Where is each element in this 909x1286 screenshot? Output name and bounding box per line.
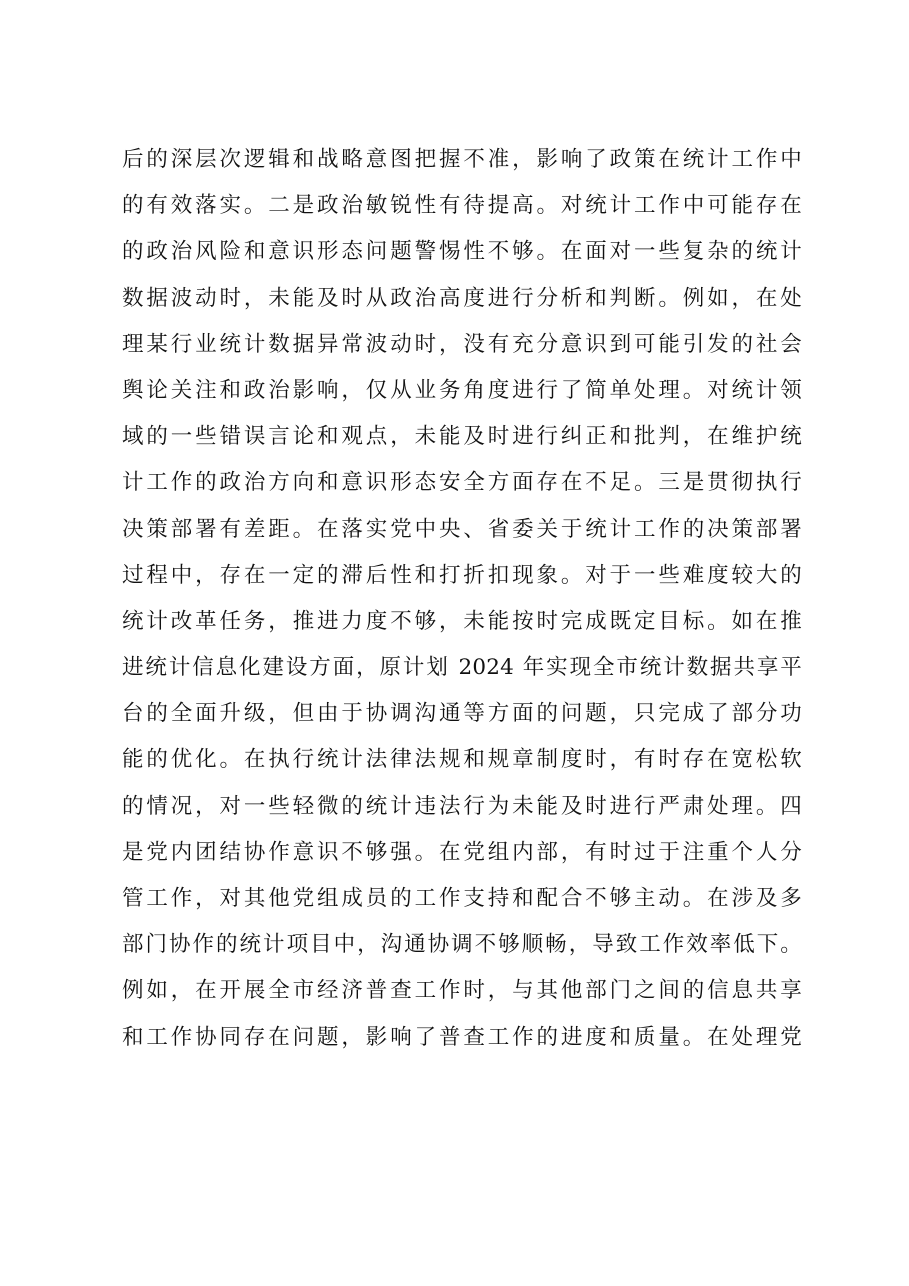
text-line: 计工作的政治方向和意识形态安全方面存在不足。三是贯彻执行 — [122, 470, 802, 496]
text-line: 管工作，对其他党组成员的工作支持和配合不够主动。在涉及多 — [122, 886, 802, 911]
text-line: 进统计信息化建设方面，原计划 2024 年实现全市统计数据共享平 — [122, 655, 802, 681]
text-line: 能的优化。在执行统计法律法规和规章制度时，有时存在宽松软 — [122, 747, 802, 773]
text-line: 部门协作的统计项目中，沟通协调不够顺畅，导致工作效率低下。 — [122, 932, 802, 958]
text-line: 例如，在开展全市经济普查工作时，与其他部门之间的信息共享 — [122, 978, 802, 1004]
text-line: 舆论关注和政治影响，仅从业务角度进行了简单处理。对统计领 — [122, 377, 802, 403]
text-line: 决策部署有差距。在落实党中央、省委关于统计工作的决策部署 — [122, 516, 802, 542]
text-line: 的政治风险和意识形态问题警惕性不够。在面对一些复杂的统计 — [122, 239, 802, 265]
text-line: 过程中，存在一定的滞后性和打折扣现象。对于一些难度较大的 — [122, 562, 802, 588]
body-paragraph — [122, 137, 802, 1061]
text-line: 数据波动时，未能及时从政治高度进行分析和判断。例如，在处 — [122, 285, 802, 311]
text-line: 域的一些错误言论和观点，未能及时进行纠正和批判，在维护统 — [122, 424, 802, 450]
text-line: 的有效落实。二是政治敏锐性有待提高。对统计工作中可能存在 — [122, 193, 802, 219]
text-line: 的情况，对一些轻微的统计违法行为未能及时进行严肃处理。四 — [122, 793, 802, 819]
text-line: 理某行业统计数据异常波动时，没有充分意识到可能引发的社会 — [122, 331, 802, 357]
text-line: 台的全面升级，但由于协调沟通等方面的问题，只完成了部分功 — [122, 701, 802, 727]
text-line: 统计改革任务，推进力度不够，未能按时完成既定目标。如在推 — [122, 608, 802, 634]
text-line: 后的深层次逻辑和战略意图把握不准，影响了政策在统计工作中 — [122, 147, 802, 172]
text-line: 和工作协同存在问题，影响了普查工作的进度和质量。在处理党 — [122, 1024, 802, 1050]
text-line: 是党内团结协作意识不够强。在党组内部，有时过于注重个人分 — [122, 839, 802, 865]
